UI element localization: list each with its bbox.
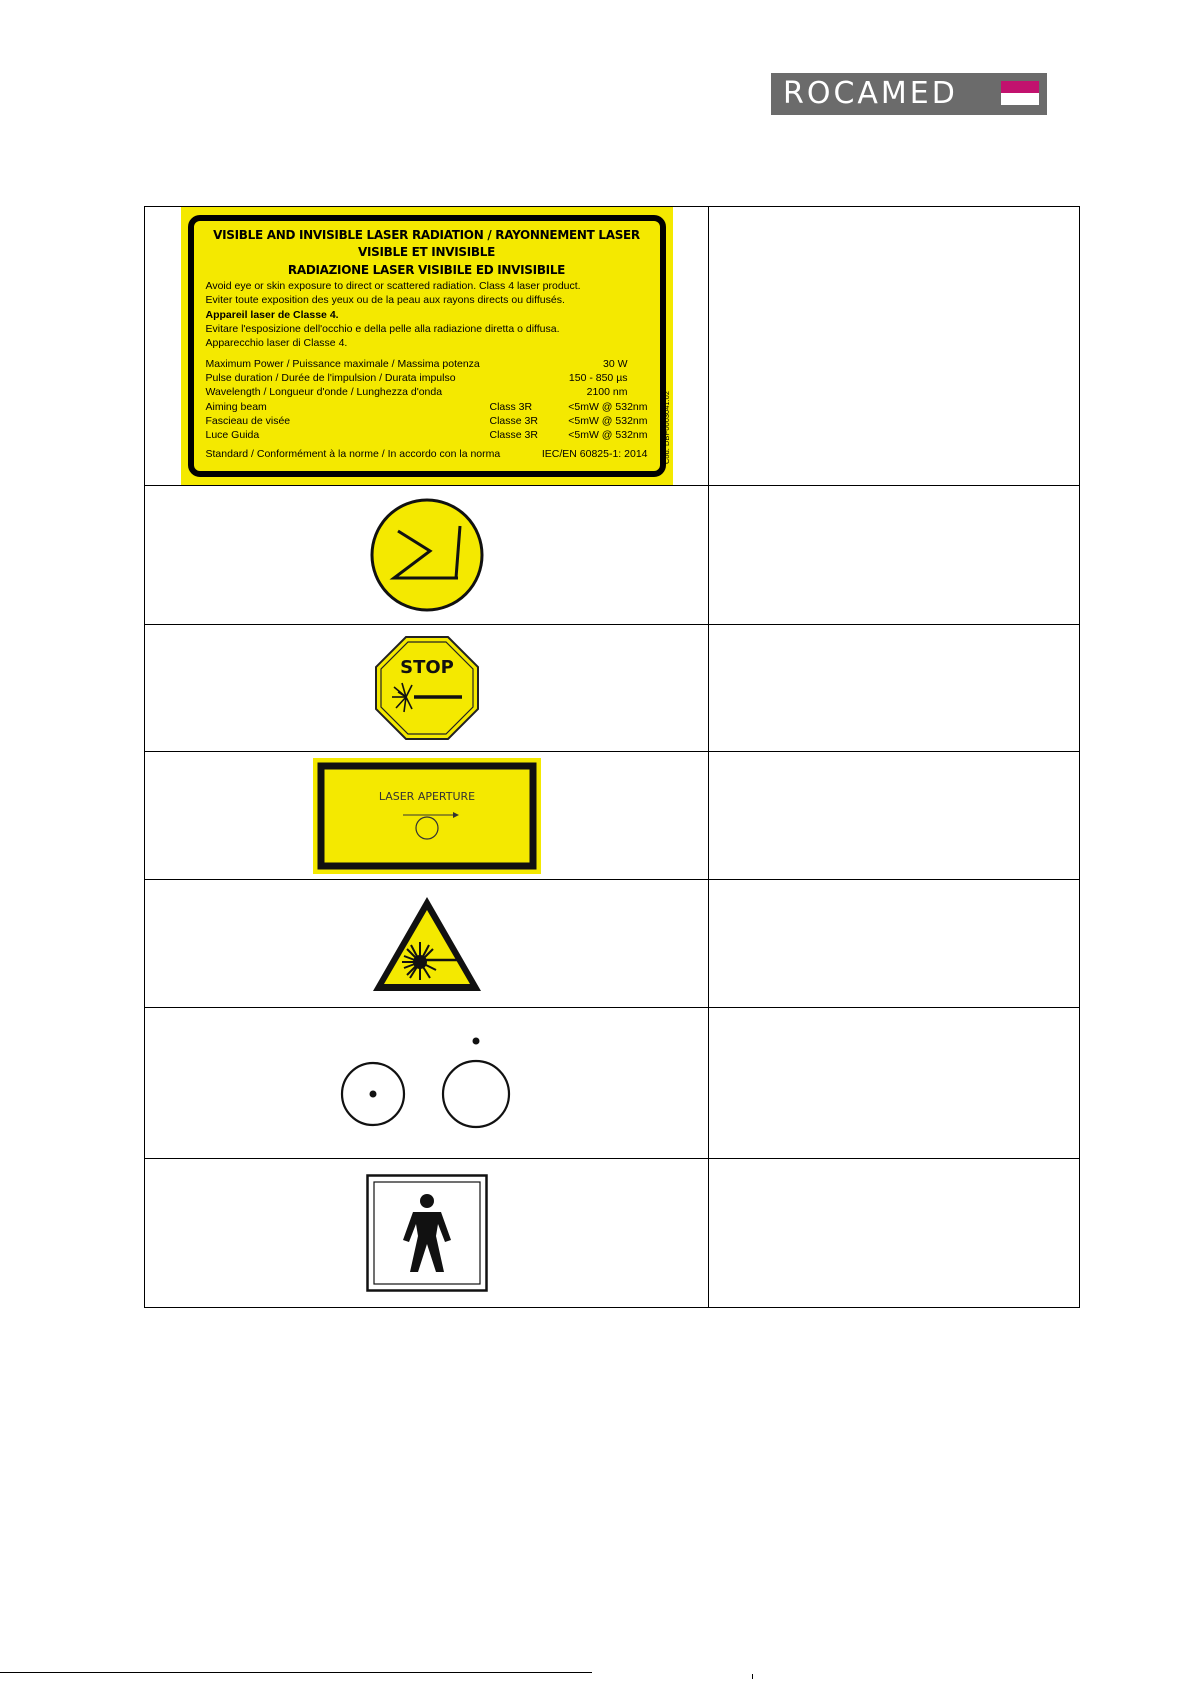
spec-row: Wavelength / Longueur d'onde / Lunghezza d'onda 2100 nm [205, 386, 628, 399]
footswitch-symbol-icon [368, 496, 486, 614]
symbol-cell [145, 752, 709, 880]
type-b-applied-part-icon [366, 1174, 488, 1292]
aiming-row: Fascieau de visée Classe 3R <5mW @ 532nm [205, 414, 648, 427]
description-cell [709, 880, 1080, 1008]
aiming-row: Luce Guida Classe 3R <5mW @ 532nm [205, 428, 648, 441]
description-cell [709, 207, 1080, 486]
description-cell [709, 752, 1080, 880]
symbol-cell [145, 1159, 709, 1308]
symbol-cell [145, 486, 709, 625]
description-cell [709, 625, 1080, 752]
description-cell [709, 1159, 1080, 1308]
label-warning-4: Evitare l'esposizione dell'occhio e della pelle alla radiazione diretta o diffusa. [205, 322, 560, 335]
table-row [145, 625, 1080, 752]
on-off-symbols [340, 1035, 514, 1131]
laser-warning-label [181, 207, 673, 485]
on-symbol-icon [342, 1063, 404, 1125]
description-cell [709, 1008, 1080, 1159]
stop-laser-icon [374, 635, 480, 741]
label-warning-2: Eviter toute exposition des yeux ou de la peau aux rayons directs ou diffusés. [205, 294, 565, 307]
footnote-divider [0, 1672, 592, 1673]
logo-text: ROCAMED [783, 76, 958, 111]
laser-hazard-triangle-icon [370, 894, 484, 994]
label-warning-1: Avoid eye or skin exposure to direct or scattered radiation. Class 4 laser product. [205, 280, 581, 293]
symbols-table [144, 206, 1080, 1308]
logo-flag [1001, 81, 1039, 105]
laser-aperture-label [313, 758, 541, 874]
table-row [145, 486, 1080, 625]
rocamed-logo [771, 73, 1047, 115]
label-title: VISIBLE AND INVISIBLE LASER RADIATION / RAYONNEMENT LASER VISIBLE ET INVISIBLE RADIAZIONE LASER VISIBILE ED INVISIBILE [213, 228, 640, 277]
symbol-cell [145, 625, 709, 752]
label-warning-3: Appareil laser de Classe 4. [205, 308, 339, 321]
svg-text:STOP: STOP [399, 657, 454, 678]
table-row [145, 207, 1080, 486]
table-row [145, 752, 1080, 880]
aiming-row: Aiming beam Class 3R <5mW @ 532nm [205, 400, 648, 413]
spec-row: Maximum Power / Puissance maximale / Massima potenza 30 W [205, 358, 628, 371]
svg-text:LASER APERTURE: LASER APERTURE [378, 789, 475, 803]
symbol-cell [145, 1008, 709, 1159]
laser-label-cell [145, 207, 709, 486]
table-row [145, 880, 1080, 1008]
standard-row: Standard / Conformément à la norme / In accordo con la norma IEC/EN 60825-1: 2014 [205, 448, 648, 461]
label-warning-5: Apparecchio laser di Classe 4. [205, 336, 348, 349]
label-code: Cod. DBP0003041.02 [661, 391, 671, 464]
spec-row: Pulse duration / Durée de l'impulsion / Durata impulso 150 - 850 µs [205, 372, 628, 385]
description-cell [709, 486, 1080, 625]
off-symbol-icon [443, 1038, 509, 1128]
footer-mark [752, 1674, 753, 1679]
table-row [145, 1008, 1080, 1159]
symbol-cell [145, 880, 709, 1008]
table-row [145, 1159, 1080, 1308]
